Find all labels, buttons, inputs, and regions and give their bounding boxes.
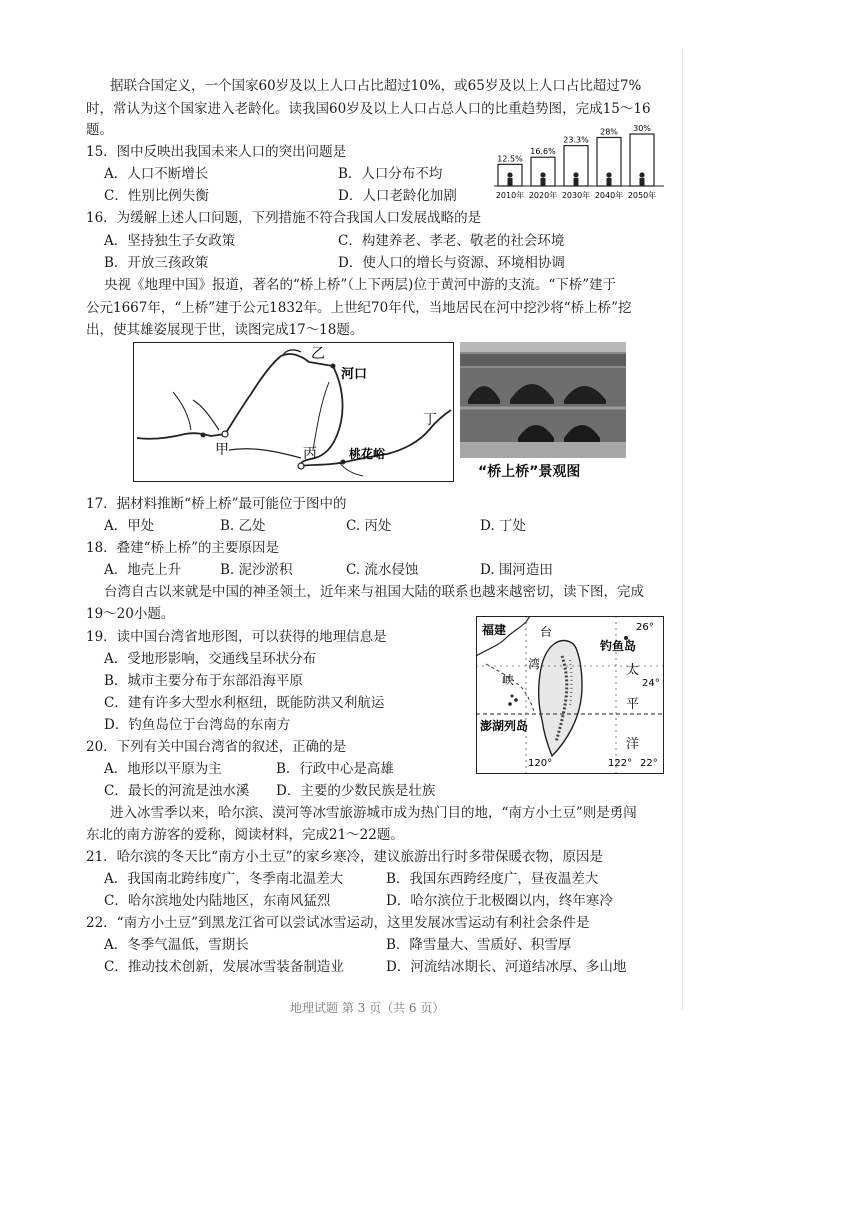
map-label-jia: 甲 xyxy=(215,442,229,458)
elderly-figure-icon xyxy=(540,172,545,177)
map-label-yang: 洋 xyxy=(626,737,640,752)
penghu-dot-3 xyxy=(511,695,514,698)
map-label-ding: 丁 xyxy=(423,412,437,428)
intro4-line1: 进入冰雪季以来，哈尔滨、漠河等冰雪旅游城市成为热门目的地，“南方小土豆”则是勇闯 xyxy=(110,805,637,821)
intro1-line3: 题。 xyxy=(86,122,113,138)
q19-option-d: D．钓鱼岛位于台湾岛的东南方 xyxy=(104,717,291,733)
q16-option-d: D．使人口的增长与资源、环境相协调 xyxy=(338,255,565,271)
q20-stem: 20．下列有关中国台湾省的叙述，正确的是 xyxy=(86,739,347,755)
bridge-photo xyxy=(460,342,626,482)
elderly-figure-icon xyxy=(606,172,611,177)
map-label-penghu: 澎湖列岛 xyxy=(480,719,529,733)
aging-bar-label: 23.3% xyxy=(563,135,589,145)
aging-year-label: 2010年 xyxy=(495,191,525,200)
penghu-dot-2 xyxy=(514,698,518,702)
elderly-figure-body xyxy=(607,178,612,186)
taiwan-map xyxy=(476,616,664,774)
elderly-figure-icon xyxy=(507,172,512,177)
page-edge-line xyxy=(682,50,683,1010)
elderly-figure-icon xyxy=(639,172,644,177)
q16-option-c: C．构建养老、孝老、敬老的社会环境 xyxy=(338,233,565,249)
q17-option-a: A．甲处 xyxy=(104,518,155,534)
q15-option-a: A．人口不断增长 xyxy=(104,166,209,182)
q22-option-c: C．推动技术创新，发展冰雪装备制造业 xyxy=(104,959,344,975)
q21-option-d: D．哈尔滨位于北极圈以内，终年寒冷 xyxy=(386,893,613,909)
q15-stem: 15．图中反映出我国未来人口的突出问题是 xyxy=(86,144,347,160)
map-label-diaoyu: 钓鱼岛 xyxy=(600,639,637,653)
map-label-ping: 平 xyxy=(626,697,640,712)
q19-option-a: A．受地形影响，交通线呈环状分布 xyxy=(104,651,317,667)
q19-option-b: B．城市主要分布于东部沿海平原 xyxy=(104,673,303,689)
q22-stem: 22．“南方小土豆”到黑龙江省可以尝试冰雪运动，这里发展冰雪运动有利社会条件是 xyxy=(86,915,590,931)
aging-bar-label: 12.5% xyxy=(497,154,523,164)
intro3-line2: 19～20小题。 xyxy=(86,606,175,622)
elderly-figure-body xyxy=(574,178,579,186)
map-label-taohuayu: 桃花峪 xyxy=(349,447,386,461)
aging-year-label: 2020年 xyxy=(528,191,558,200)
intro2-line1: 央视《地理中国》报道，著名的“桥上桥”（上下两层)位于黄河中游的支流。“下桥”建于 xyxy=(104,277,617,293)
map-dot-west xyxy=(201,433,206,438)
q16-stem: 16．为缓解上述人口问题，下列措施不符合我国人口发展战略的是 xyxy=(86,210,482,226)
q18-option-d: D. 围河造田 xyxy=(480,562,553,578)
elderly-figure-body xyxy=(640,178,645,186)
q18-option-c: C. 流水侵蚀 xyxy=(346,562,419,578)
aging-year-label: 2040年 xyxy=(594,191,624,200)
intro2-line2: 公元1667年，“上桥”建于公元1832年。上世纪70年代，当地居民在河中挖沙将“桥上桥”挖 xyxy=(86,300,632,316)
q15-option-b: B．人口分布不均 xyxy=(338,166,443,182)
aging-year-label: 2050年 xyxy=(627,191,657,200)
map-label-hekou: 河口 xyxy=(341,367,368,382)
map-label-lat24: 24° xyxy=(642,678,660,689)
q17-option-b: B. 乙处 xyxy=(220,518,266,534)
q16-option-a: A．坚持独生子女政策 xyxy=(104,233,236,249)
map-dot-jia xyxy=(222,431,228,437)
q22-option-d: D．河流结冰期长、河道结冰厚、多山地 xyxy=(386,959,627,975)
q22-option-b: B．降雪量大、雪质好、积雪厚 xyxy=(386,937,572,953)
intro3-line1: 台湾自古以来就是中国的神圣领土，近年来与祖国大陆的联系也越来越密切，读下图，完成 xyxy=(104,584,644,600)
aging-trend-chart xyxy=(494,120,664,204)
intro4-line2: 东北的南方游客的爱称，阅读材料，完成21～22题。 xyxy=(86,827,404,843)
map-label-lat26: 26° xyxy=(636,622,654,633)
map-dot-bing xyxy=(298,463,304,469)
q20-option-c: C．最长的河流是浊水溪 xyxy=(104,783,250,799)
q19-stem: 19．读中国台湾省地形图，可以获得的地理信息是 xyxy=(86,629,387,645)
map-label-tai: 台 xyxy=(540,625,553,639)
map-label-tai-ocean: 太 xyxy=(626,663,640,678)
map-dot-hekou xyxy=(331,364,336,369)
q22-option-a: A．冬季气温低，雪期长 xyxy=(104,937,249,953)
map-label-yi: 乙 xyxy=(311,346,325,362)
q18-stem: 18．叠建“桥上桥”的主要原因是 xyxy=(86,540,279,556)
map-dot-taohuayu xyxy=(341,460,346,465)
map-label-wan: 湾 xyxy=(528,657,541,671)
page-footer: 地理试题 第 3 页（共 6 页） xyxy=(290,1001,445,1015)
q15-option-d: D．人口老龄化加剧 xyxy=(338,188,457,204)
penghu-dot-1 xyxy=(508,702,512,706)
map-label-strait: 峡 xyxy=(502,673,515,687)
intro1-line1: 据联合国定义，一个国家60岁及以上人口占比超过10%，或65岁及以上人口占比超过7% xyxy=(110,78,642,94)
map-label-fujian: 福建 xyxy=(482,623,507,637)
q17-option-d: D. 丁处 xyxy=(480,518,526,534)
q17-stem: 17．据材料推断“桥上桥”最可能位于图中的 xyxy=(86,496,347,512)
map-label-lat22: 22° xyxy=(640,758,658,769)
aging-bar-label: 28% xyxy=(600,127,618,137)
elderly-figure-body xyxy=(508,178,513,186)
elderly-figure-icon xyxy=(573,172,578,177)
q21-option-a: A．我国南北跨纬度广，冬季南北温差大 xyxy=(104,871,344,887)
intro1-line2: 时，常认为这个国家进入老龄化。读我国60岁及以上人口占总人口的比重趋势图，完成15～16 xyxy=(86,101,651,117)
q19-option-c: C．建有许多大型水利枢纽，既能防洪又利航运 xyxy=(104,695,385,711)
q20-option-d: D．主要的少数民族是壮族 xyxy=(276,783,436,799)
map-label-lon122: 122° xyxy=(608,758,633,769)
q20-option-a: A．地形以平原为主 xyxy=(104,761,222,777)
bridge-photo-caption: “桥上桥”景观图 xyxy=(478,464,581,480)
yellow-river-map xyxy=(133,342,454,482)
map-label-bing: 丙 xyxy=(303,446,317,462)
q18-option-b: B. 泥沙淤积 xyxy=(220,562,293,578)
q16-option-b: B．开放三孩政策 xyxy=(104,255,209,271)
map-label-lon120: 120° xyxy=(528,758,553,769)
q17-option-c: C. 丙处 xyxy=(346,518,392,534)
q21-option-b: B．我国东西跨经度广，昼夜温差大 xyxy=(386,871,599,887)
aging-year-label: 2030年 xyxy=(561,191,591,200)
elderly-figure-body xyxy=(541,178,546,186)
aging-bar-label: 30% xyxy=(633,124,651,133)
q20-option-b: B．行政中心是高雄 xyxy=(276,761,394,777)
q15-option-c: C．性别比例失衡 xyxy=(104,188,209,204)
q21-stem: 21．哈尔滨的冬天比“南方小土豆”的家乡寒冷，建议旅游出行时多带保暖衣物，原因是 xyxy=(86,849,603,865)
intro2-line3: 出，使其雄姿展现于世，读图完成17～18题。 xyxy=(86,322,364,338)
aging-bar-label: 16.6% xyxy=(530,147,556,157)
q18-option-a: A．地壳上升 xyxy=(104,562,182,578)
q21-option-c: C．哈尔滨地处内陆地区，东南风猛烈 xyxy=(104,893,331,909)
